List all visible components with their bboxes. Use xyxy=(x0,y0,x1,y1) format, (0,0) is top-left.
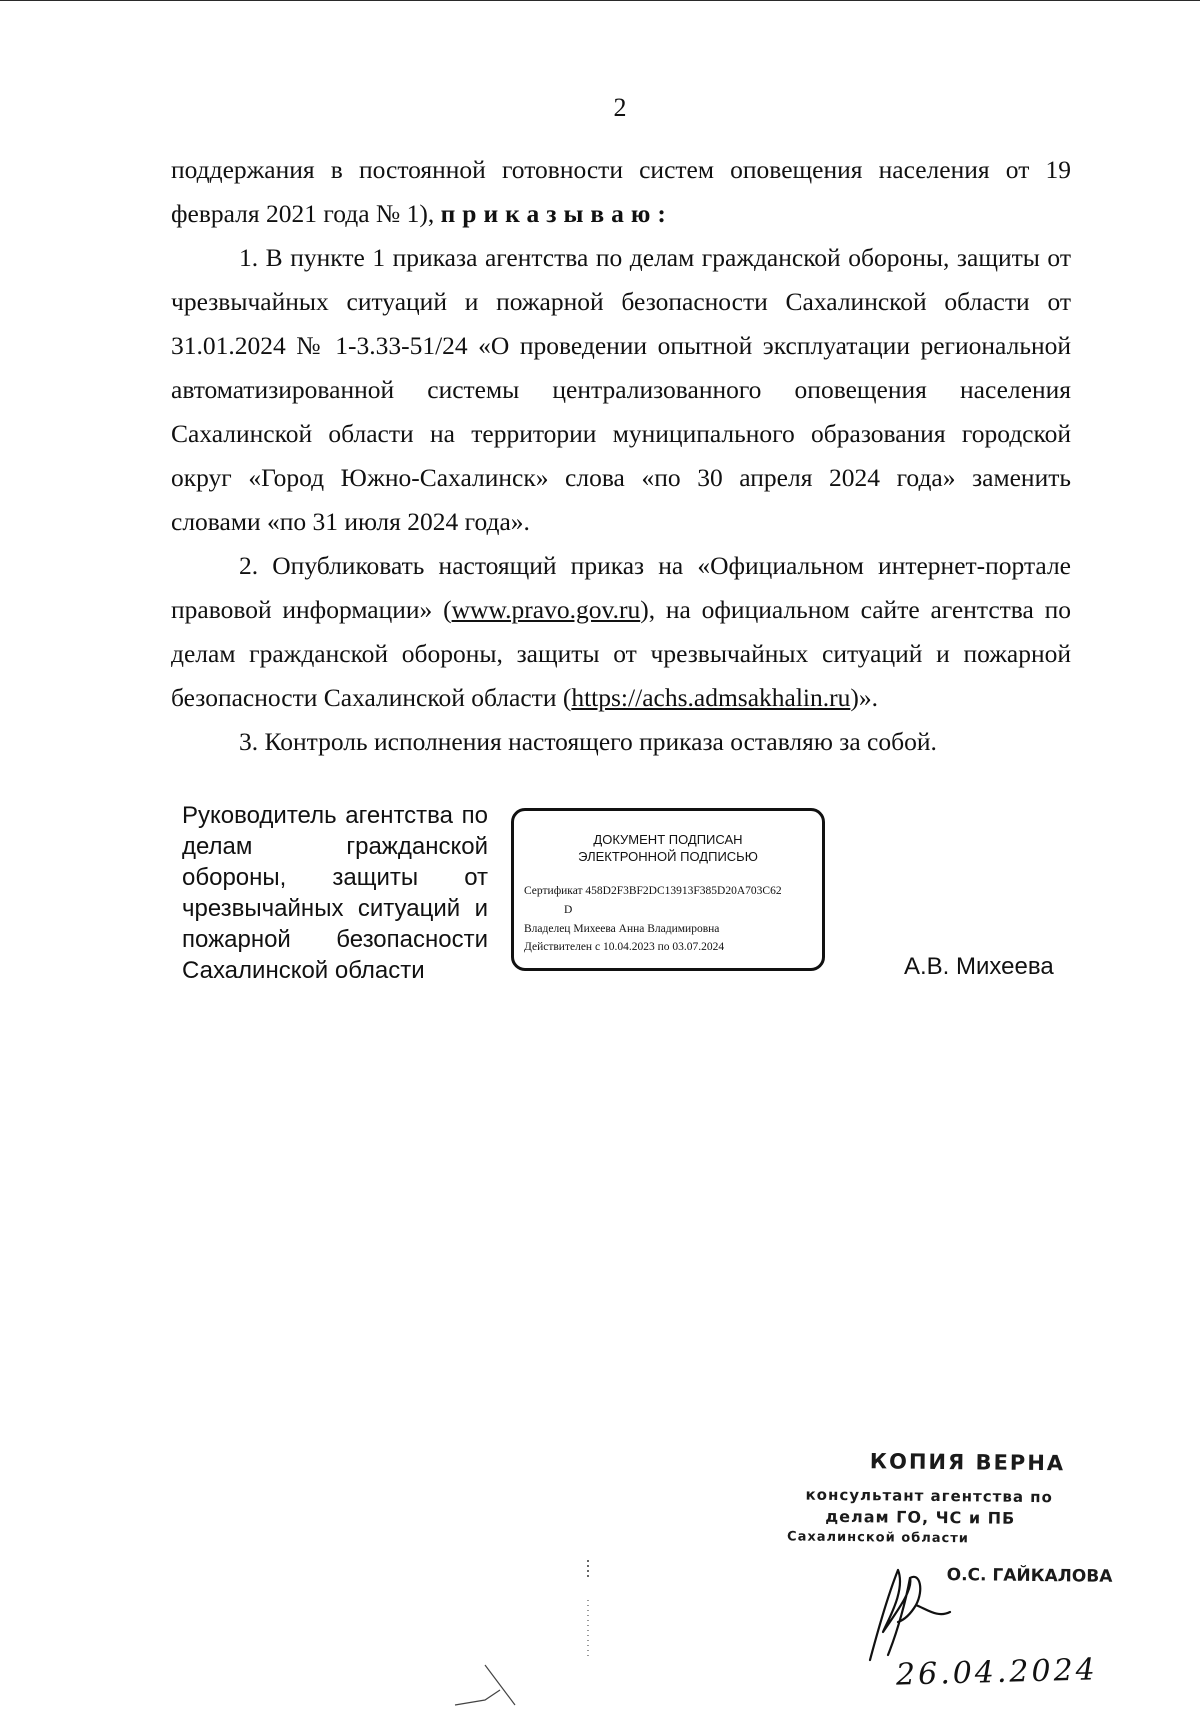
cert-line-3: Сахалинской области xyxy=(787,1529,969,1547)
achs-link[interactable]: https://achs.admsakhalin.ru xyxy=(571,683,851,712)
position-title: Руководитель агентства по делам гражданской обороны, защиты от чрезвычайных ситуаций и пожарной безопасности xyxy=(182,802,488,953)
paragraph-item-3: 3. Контроль исполнения настоящего приказа оставляю за собой. xyxy=(239,727,937,756)
pravo-link[interactable]: www.pravo.gov.ru xyxy=(451,595,641,624)
scan-artifact-line xyxy=(584,1560,594,1670)
signer-name: А.В. Михеева xyxy=(904,953,1054,980)
cert-name: О.С. ГАЙКАЛОВА xyxy=(946,1565,1113,1587)
item-2-text-end: )». xyxy=(850,683,878,712)
stamp-title xyxy=(514,831,822,865)
cert-line-1: консультант агентства по xyxy=(805,1485,1053,1507)
scan-artifact-mark xyxy=(445,1660,535,1710)
cert-line-2: делам ГО, ЧС и ПБ xyxy=(825,1506,1016,1528)
item-2-text-start: 2. Опубликовать настоящий приказ на «Официальном интернет-портале правовой информации» ( xyxy=(171,551,1071,624)
signatory-position xyxy=(182,800,488,986)
stamp-owner: Владелец Михеева Анна Владимировна xyxy=(524,923,720,935)
paragraph-item-1: 1. В пункте 1 приказа агентства по делам гражданской обороны, защиты от чрезвычайных ситуаций и пожарной безопасности Сахалинской области от 31.01.2024 № 1-3.33-51/24 «О проведении опытной эксплуатации региональной автоматизированной системы централизованного оповещения населения Сахалинской области на территории муниципального образования городской округ «Город Южно-Сахалинск» слова «по 30 апреля 2024 года» заменить словами «по 31 июля 2024 года». xyxy=(171,243,1071,536)
paragraph-item-2 xyxy=(171,544,1071,720)
cert-title: КОПИЯ ВЕРНА xyxy=(869,1449,1066,1476)
scan-top-edge xyxy=(0,0,1200,1)
copy-certification-stamp xyxy=(770,1448,1113,1587)
stamp-title-line-1: ДОКУМЕНТ ПОДПИСАН xyxy=(593,832,743,847)
paragraph-preamble xyxy=(171,148,1071,236)
order-word: приказываю: xyxy=(440,199,673,228)
order-body xyxy=(171,148,1071,764)
stamp-certificate-cont: D xyxy=(564,904,573,916)
page-number: 2 xyxy=(613,93,627,122)
stamp-certificate: Сертификат 458D2F3BF2DC13913F385D20A703C62 xyxy=(524,885,782,897)
preamble-text: поддержания в постоянной готовности систем оповещения населения от 19 февраля 2021 года № 1), xyxy=(171,155,1071,228)
stamp-validity: Действителен с 10.04.2023 по 03.07.2024 xyxy=(524,941,725,953)
stamp-title-line-2: ЭЛЕКТРОННОЙ ПОДПИСЬЮ xyxy=(578,849,758,864)
handwritten-date: 26.04.2024 xyxy=(895,1652,1099,1693)
electronic-signature-stamp xyxy=(511,808,825,971)
item-2-text-middle: ), на официальном сайте агентства по делам гражданской обороны, защиты от чрезвычайных ситуаций и пожарной безопасности Сахалинской области ( xyxy=(171,595,1071,712)
handwritten-signature-icon xyxy=(858,1560,958,1670)
position-region: Сахалинской области xyxy=(182,957,425,984)
